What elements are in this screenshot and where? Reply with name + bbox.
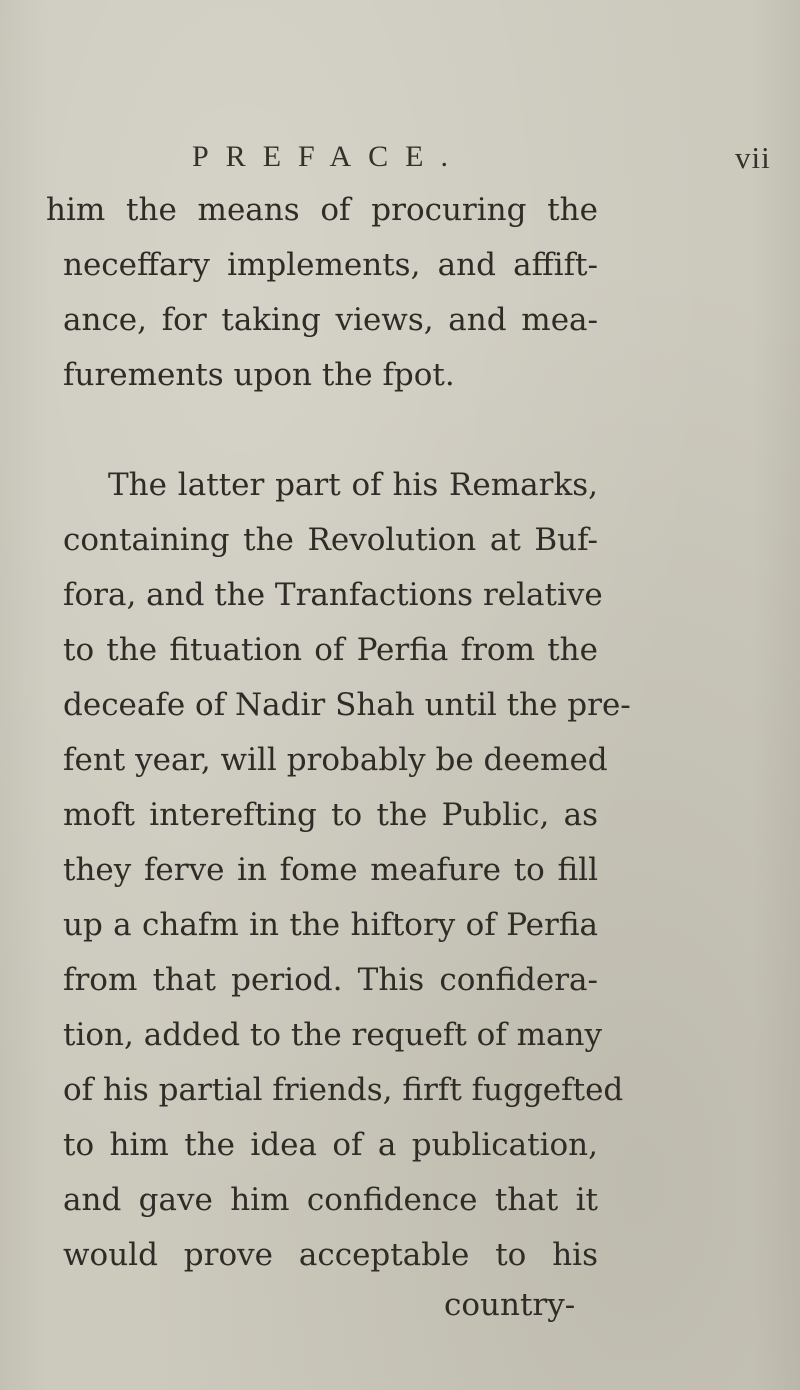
text-line: fora, and the Tranfactions relative: [63, 577, 603, 613]
running-head-title: PREFACE.: [192, 140, 465, 173]
text-line: fent year, will probably be deemed: [63, 742, 608, 778]
text-line: him the means of procuring the: [46, 192, 598, 228]
text-line: they ferve in fome meafure to fill: [63, 852, 598, 888]
text-line: tion, added to the requeft of many: [63, 1017, 602, 1053]
text-line: up a chafm in the hiftory of Perfia: [63, 907, 598, 943]
text-line: to him the idea of a publication,: [63, 1127, 598, 1163]
page-number: vii: [735, 140, 771, 175]
text-line: deceafe of Nadir Shah until the pre-: [63, 687, 631, 723]
text-line: would prove acceptable to his: [63, 1237, 598, 1273]
text-line: moft interefting to the Public, as: [63, 797, 598, 833]
running-head: [0, 140, 800, 180]
text-line: from that period. This confidera-: [63, 962, 598, 998]
text-line: neceffary implements, and affift-: [63, 247, 598, 283]
text-line: containing the Revolution at Buf-: [63, 522, 598, 558]
text-line: The latter part of his Remarks,: [108, 467, 598, 503]
text-line: to the fituation of Perfia from the: [63, 632, 598, 668]
text-line: of his partial friends, firft fuggefted: [63, 1072, 624, 1108]
text-line: and gave him confidence that it: [63, 1182, 598, 1218]
text-line: ance, for taking views, and mea-: [63, 302, 598, 338]
text-line: furements upon the fpot.: [63, 357, 455, 393]
catchword: country-: [444, 1287, 576, 1323]
